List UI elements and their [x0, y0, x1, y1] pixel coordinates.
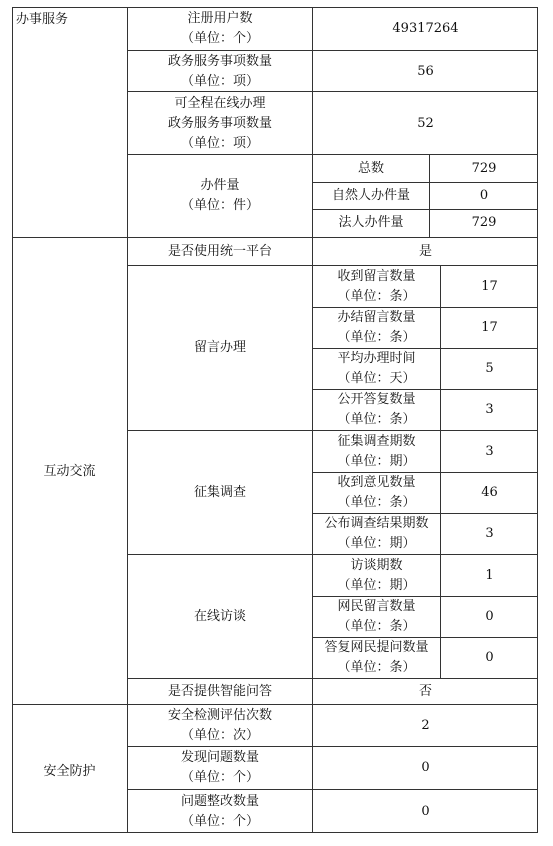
section-interaction: 互动交流: [43, 464, 96, 479]
msg-received-value: 17: [481, 278, 498, 294]
netizen-msg-label: 网民留言数量 （单位：条）: [337, 598, 416, 634]
platform-value: 是: [418, 243, 432, 259]
service-items-label: 政务服务事项数量 （单位：项）: [167, 53, 272, 89]
netizen-msg-value: 0: [485, 608, 494, 624]
survey-results-label: 公布调查结果期数 （单位：期）: [324, 515, 429, 551]
natural-person-value: 0: [479, 187, 489, 203]
section-security: 安全防护: [43, 764, 96, 779]
issues-fixed-label: 问题整改数量 （单位：个）: [180, 793, 259, 829]
issues-found-label: 发现问题数量 （单位：个）: [180, 750, 259, 785]
platform-label: 是否使用统一平台: [167, 243, 272, 259]
interview-periods-value: 1: [485, 567, 494, 583]
registered-users-label: 注册用户数 （单位：个）: [180, 11, 259, 46]
survey-periods-value: 3: [485, 443, 494, 459]
legal-person-label: 法人办件量: [338, 215, 404, 230]
msg-done-label: 办结留言数量 （单位：条）: [337, 309, 416, 345]
msg-time-label: 平均办理时间 （单位：天）: [337, 350, 416, 386]
qa-label: 是否提供智能问答: [167, 683, 272, 699]
security-checks-value: 2: [421, 717, 430, 733]
legal-person-value: 729: [471, 215, 497, 230]
message-group-label: 留言办理: [193, 340, 246, 355]
online-items-value: 52: [417, 115, 434, 131]
msg-public-value: 3: [485, 401, 494, 417]
msg-public-label: 公开答复数量 （单位：条）: [337, 391, 416, 427]
interview-group-label: 在线访谈: [193, 608, 246, 624]
section-service: 办事服务: [16, 12, 69, 27]
security-checks-label: 安全检测评估次数 （单位：次）: [167, 707, 272, 743]
survey-opinions-value: 46: [481, 484, 498, 500]
online-items-label: 可全程在线办理 政务服务事项数量 （单位：项）: [167, 95, 272, 151]
interview-periods-label: 访谈期数 （单位：期）: [337, 557, 416, 593]
issues-fixed-value: 0: [421, 803, 430, 819]
survey-periods-label: 征集调查期数 （单位：期）: [337, 433, 416, 469]
netizen-reply-label: 答复网民提问数量 （单位：条）: [324, 639, 429, 675]
netizen-reply-value: 0: [485, 649, 494, 665]
msg-received-label: 收到留言数量 （单位：条）: [337, 268, 416, 304]
total-label: 总数: [357, 160, 384, 176]
survey-results-value: 3: [485, 525, 494, 541]
survey-opinions-label: 收到意见数量 （单位：条）: [337, 474, 416, 510]
msg-time-value: 5: [485, 360, 494, 376]
survey-group-label: 征集调查: [193, 484, 246, 500]
natural-person-label: 自然人办件量: [331, 187, 410, 203]
msg-done-value: 17: [481, 319, 498, 335]
service-items-value: 56: [417, 63, 434, 79]
issues-found-value: 0: [421, 760, 430, 775]
volume-label: 办件量 （单位：件）: [180, 178, 259, 213]
qa-value: 否: [418, 683, 432, 699]
registered-users-value: 49317264: [392, 21, 459, 36]
total-value: 729: [471, 160, 497, 176]
